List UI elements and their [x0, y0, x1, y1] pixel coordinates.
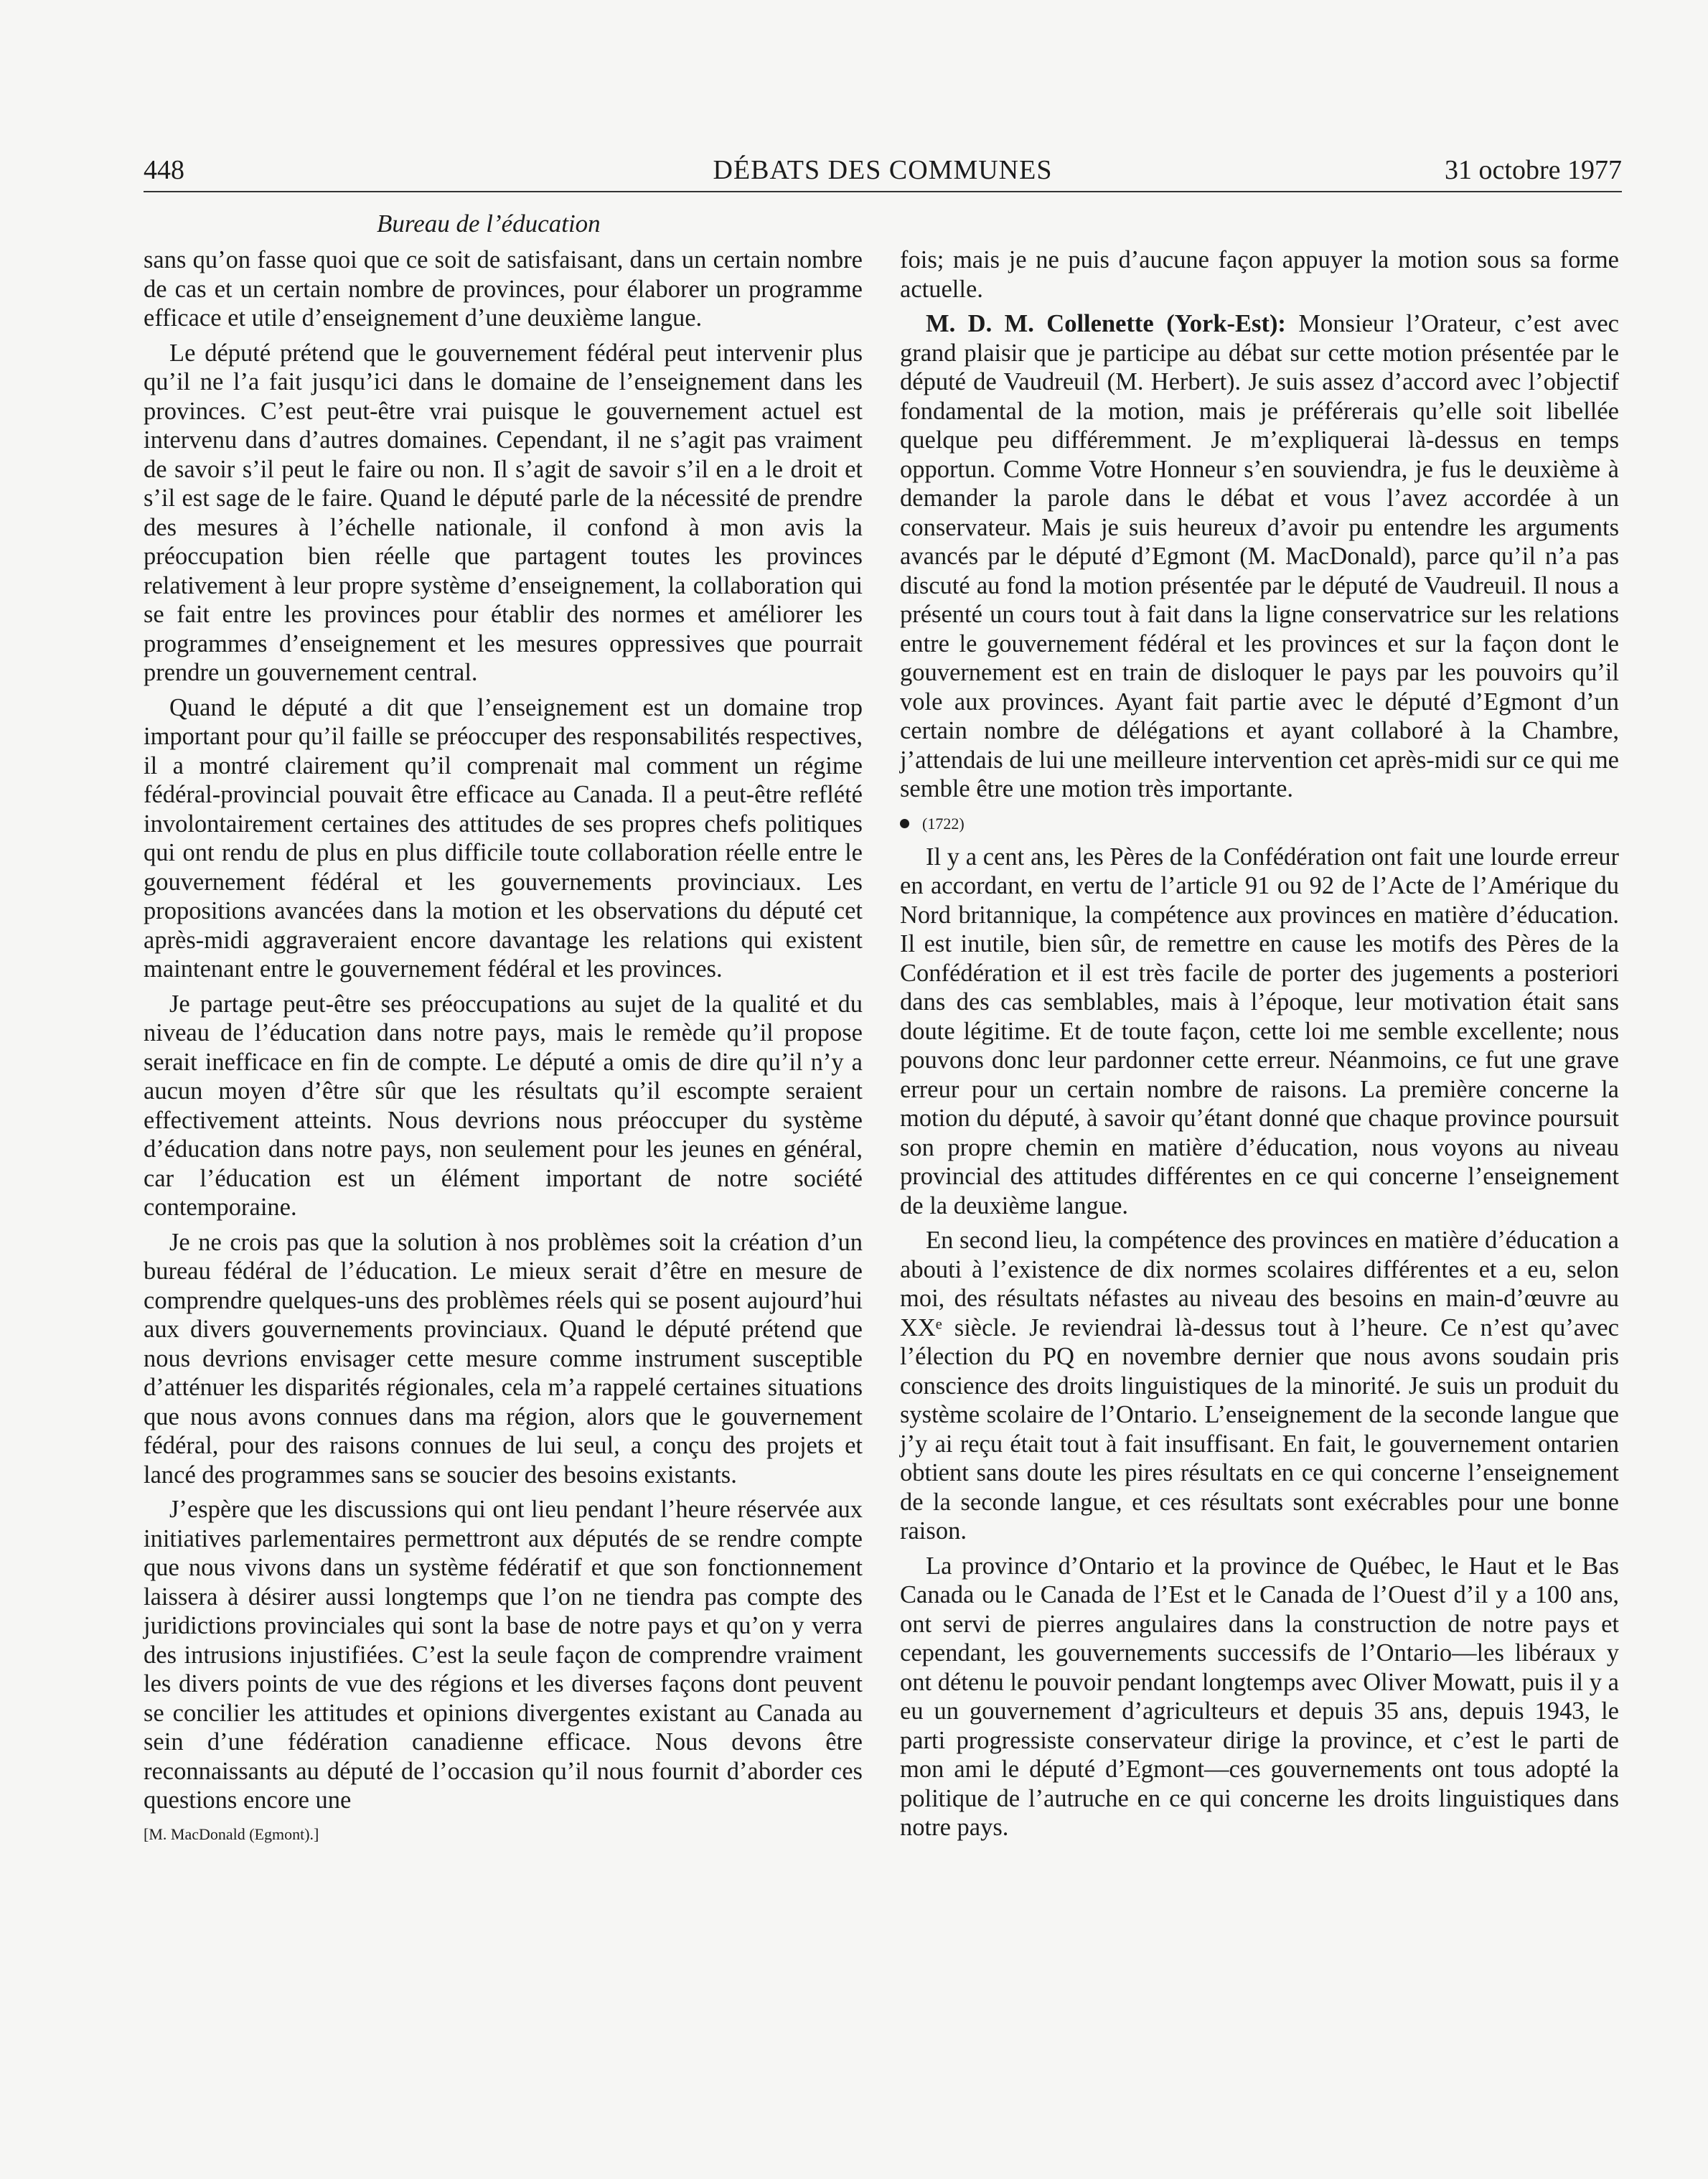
speaker-footnote: [M. MacDonald (Egmont).] [144, 1824, 319, 1843]
paragraph: La province d’Ontario et la province de Québec, le Haut et le Bas Canada ou le Canada de l’Est et le Canada de l’Ouest d’il y a 100 ans, ont servi de pierres angulaires dans la construction de notre pays et cependant, les gouvernements successifs de l’Ontario—les libéraux y ont détenu le pouvoir pendant longtemps avec Oliver Mowatt, puis il y a eu un gouvernement d’agriculteurs et depuis 35 ans, depuis 1943, le parti progressiste conservateur dirige la province, et c’est le parti de mon ami le député d’Egmont—ces gouvernements ont tous adopté la politique de l’autruche en ce qui concerne les droits linguistiques dans notre pays. [900, 1552, 1619, 1841]
paragraph: J’espère que les discussions qui ont lieu pendant l’heure réservée aux initiatives parlementaires permettront aux députés de se rendre compte que nous vivons dans un système fédératif et que son fonctionnement laissera à désirer aussi longtemps que l’on ne tiendra pas compte des juridictions provinciales qui sont la base de notre pays et qu’on y verra des intrusions injustifiées. C’est la seule façon de comprendre vraiment les divers points de vue des régions et les diverses façons dont peuvent se concilier les attitudes et opinions divergentes existant au Canada au sein d’une fédération canadienne efficace. Nous devons être reconnaissants au député de l’occasion qu’il nous fournit d’aborder ces questions encore une [144, 1496, 863, 1814]
publication-date: 31 octobre 1977 [1445, 155, 1622, 185]
left-column [144, 210, 863, 1845]
header-rule [144, 191, 1622, 192]
paragraph: En second lieu, la compétence des provinces en matière d’éducation a abouti à l’existence de dix normes scolaires différentes et a eu, selon moi, des résultats néfastes au niveau des besoins en main-d’œuvre au XXᵉ siècle. Je reviendrai là-dessus tout à l’heure. Ce n’est qu’avec l’élection du PQ en novembre dernier que nous avons soudain pris conscience des droits linguistiques de la minorité. Je suis un produit du système scolaire de l’Ontario. L’enseignement de la seconde langue que j’y ai reçu était tout à fait insuffisant. En fait, le gouvernement ontarien obtient sans doute les pires résultats en ce qui concerne l’enseignement de la seconde langue, et ces résultats sont exécrables pour une bonne raison. [900, 1227, 1619, 1545]
journal-title: DÉBATS DES COMMUNES [713, 155, 1053, 185]
page-number: 448 [144, 155, 184, 185]
speaker-name: M. D. M. Collenette (York-Est): [926, 310, 1286, 337]
page-header [144, 152, 1622, 188]
speaker-text: Monsieur l’Orateur, c’est avec grand plaisir que je participe au débat sur cette motion présentée par le député de Vaudreuil (M. Herbert). Je suis assez d’accord avec l’objectif fondamental de la motion, mais je préférerais qu’elle soit libellée quelque peu différemment. Je m’expliquerai là-dessus en temps opportun. Comme Votre Honneur s’en souviendra, je fus le deuxième à demander la parole dans le débat et vous l’avez accordée à un conservateur. Mais je suis heureux d’avoir pu entendre les arguments avancés par le député d’Egmont (M. MacDonald), parce qu’il n’a pas discuté au fond la motion présentée par le député de Vaudreuil. Il nous a présenté un cours tout à fait dans la ligne conservatrice sur les relations entre le gouvernement fédéral et les provinces et sur la façon dont le gouvernement est en train de disloquer le pays par les pouvoirs qu’il vole aux provinces. Ayant fait partie avec le député d’Egmont d’un certain nombre de délégations et ayant collaboré à la Chambre, j’attendais de lui une meilleure intervention cet après-midi sur ce qui me semble être une motion très importante. [900, 310, 1619, 802]
paragraph: fois; mais je ne puis d’aucune façon appuyer la motion sous sa forme actuelle. [900, 246, 1619, 303]
paragraph: Quand le député a dit que l’enseignement est un domaine trop important pour qu’il faille se préoccuper des responsabilités respectives, il a montré clairement qu’il comprenait mal comment un régime fédéral-provincial pouvait être efficace au Canada. Il a peut-être reflété involontairement certaines des attitudes de ses propres chefs politiques qui ont rendu de plus en plus difficile toute collaboration réelle entre le gouvernement fédéral et les gouvernements provinciaux. Les propositions avancées dans la motion et les observations du député cet après-midi aggraveraient encore davantage les relations qui existent maintenant entre le gouvernement fédéral et les provinces. [144, 693, 863, 983]
paragraph: sans qu’on fasse quoi que ce soit de satisfaisant, dans un certain nombre de cas et un certain nombre de provinces, pour élaborer un programme efficace et utile d’enseignement d’une deuxième langue. [144, 246, 863, 332]
paragraph: Il y a cent ans, les Pères de la Confédération ont fait une lourde erreur en accordant, en vertu de l’article 91 ou 92 de l’Acte de l’Amérique du Nord britannique, la compétence aux provinces en matière d’éducation. Il est inutile, bien sûr, de remettre en cause les motifs des Pères de la Confédération et il est très facile de porter des jugements a posteriori dans des cas semblables, mais à l’époque, leur motivation était sans doute légitime. Et de toute façon, cette loi me semble excellente; nous pouvons donc leur pardonner cette erreur. Néanmoins, ce fut une grave erreur pour un certain nombre de raisons. La première concerne la motion du député, à savoir qu’étant donné que chaque province poursuit son propre chemin en matière d’éducation, nous voyons au niveau provincial des attitudes différentes en ce qui concerne l’enseignement de la deuxième langue. [900, 843, 1619, 1219]
section-heading: Bureau de l’éducation [377, 210, 601, 238]
right-column [900, 245, 1619, 1848]
paragraph: Je partage peut-être ses préoccupations au sujet de la qualité et du niveau de l’éducation dans notre pays, mais le remède qu’il propose serait inefficace en fin de compte. Le député a omis de dire qu’il n’y a aucun moyen d’être sûr que les résultats qu’il escompte seraient effectivement atteints. Nous devrions nous préoccuper du système d’éducation dans notre pays, non seulement pour les jeunes en général, car l’éducation est un élément important de notre société contemporaine. [144, 990, 863, 1221]
time-marker [900, 810, 1619, 838]
time-marker-label: (1722) [922, 814, 965, 833]
paragraph: Je ne crois pas que la solution à nos problèmes soit la création d’un bureau fédéral de l’éducation. Le mieux serait d’être en mesure de comprendre quelques-uns des problèmes réels qui se posent aujourd’hui aux divers gouvernements provinciaux. Quand le député prétend que nous devrions envisager cette mesure comme instrument susceptible d’atténuer les disparités régionales, cela m’a rappelé certaines situations que nous avons connues dans ma région, alors que le gouvernement fédéral, pour des raisons connues de lui seul, a conçu des projets et lancé des programmes sans se soucier des besoins existants. [144, 1228, 863, 1489]
bullet-icon [900, 819, 909, 828]
paragraph: Le député prétend que le gouvernement fédéral peut intervenir plus qu’il ne l’a fait jusqu’ici dans le domaine de l’enseignement dans les provinces. C’est peut-être vrai puisque le gouvernement actuel est intervenu dans d’autres domaines. Cependant, il ne s’agit pas vraiment de savoir s’il peut le faire ou non. Il s’agit de savoir s’il en a le droit et s’il est sage de le faire. Quand le député parle de la nécessité de prendre des mesures à l’échelle nationale, il confond à mon avis la préoccupation bien réelle que partagent toutes les provinces relativement à leur propre système d’enseignement, la collaboration qui se fait entre les provinces pour établir des normes et améliorer les programmes d’enseignement et les mesures oppressives que pourrait prendre un gouvernement central. [144, 339, 863, 686]
speaker-paragraph [900, 309, 1619, 804]
